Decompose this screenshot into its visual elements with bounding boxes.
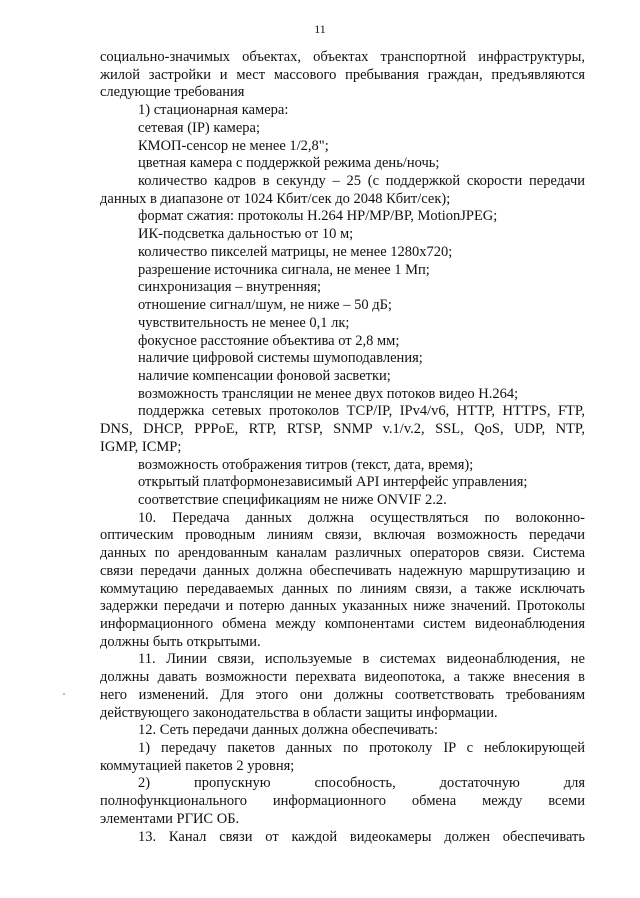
text-line: отношение сигнал/шум, не ниже – 50 дБ; <box>138 297 392 314</box>
text-line: КМОП-сенсор не менее 1/2,8"; <box>138 137 329 154</box>
margin-mark <box>63 693 65 695</box>
text-line: 12. Сеть передачи данных должна обеспечивать: <box>138 722 438 739</box>
text-line: количество пикселей матрицы, не менее 1280x720; <box>138 243 453 260</box>
text-line: DNS, DHCP, PPPoE, RTP, RTSP, SNMP v.1/v.2, SSL, QoS, UDP, NTP, <box>100 421 585 438</box>
text-line: данных по арендованным каналам различных операторов связи. Система <box>100 545 585 562</box>
text-line: 2) пропускную способность, достаточную для <box>138 775 585 792</box>
text-line: наличие компенсации фоновой засветки; <box>138 367 391 384</box>
text-line: данных в диапазоне от 1024 Кбит/сек до 2048 Кбит/сек); <box>100 190 451 207</box>
text-line: 13. Канал связи от каждой видеокамеры должен обеспечивать <box>138 828 585 845</box>
text-line: ИК-подсветка дальностью от 10 м; <box>138 226 354 243</box>
text-line: него изменений. Для этого они должны соответствовать требованиям <box>100 686 585 703</box>
text-line: 1) передачу пакетов данных по протоколу IP с неблокирующей <box>138 740 585 757</box>
text-line: жилой застройки и мест массового пребывания граждан, предъявляются <box>100 66 585 83</box>
text-line: коммутацией пакетов 2 уровня; <box>100 757 295 774</box>
text-line: информационного обмена между компонентами систем видеонаблюдения <box>100 616 585 632</box>
text-line: действующего законодательства в области защиты информации. <box>100 704 498 721</box>
text-line: должны быть открытыми. <box>100 633 261 650</box>
text-line: количество кадров в секунду – 25 (с поддержкой скорости передачи <box>138 173 585 190</box>
text-line: открытый платформонезависимый API интерфейс управления; <box>138 474 528 491</box>
text-line: оптическим проводным линиям связи, включая возможность передачи <box>100 527 585 544</box>
text-line: задержки передачи и потерю данных указанных ниже значений. Протоколы <box>100 598 585 615</box>
text-line: формат сжатия: протоколы H.264 HP/MP/BP, MotionJPEG; <box>138 208 498 225</box>
document-body <box>100 49 585 846</box>
text-line: социально-значимых объектах, объектах транспортной инфраструктуры, <box>100 49 585 65</box>
text-line: синхронизация – внутренняя; <box>138 279 322 296</box>
text-line: соответствие спецификациям не ниже ONVIF 2.2. <box>138 491 447 508</box>
text-line: элементами РГИС ОБ. <box>100 810 240 827</box>
text-line: фокусное расстояние объектива от 2,8 мм; <box>138 332 400 349</box>
page-number: 11 <box>314 22 326 36</box>
text-line: 10. Передача данных должна осуществляться по волоконно- <box>138 509 585 526</box>
text-line: возможность трансляции не менее двух потоков видео H.264; <box>138 385 519 402</box>
text-line: связи передачи данных должна обеспечивать надежную маршрутизацию и <box>100 562 585 579</box>
text-line: полнофункционального информационного обмена между всеми <box>100 793 585 810</box>
text-line: наличие цифровой системы шумоподавления; <box>138 350 423 367</box>
text-line: сетевая (IP) камера; <box>138 119 260 136</box>
text-line: 1) стационарная камера: <box>138 102 289 119</box>
text-line: поддержка сетевых протоколов TCP/IP, IPv4/v6, HTTP, HTTPS, FTP, <box>138 403 585 420</box>
text-line: разрешение источника сигнала, не менее 1 Мп; <box>138 261 430 278</box>
text-line: 11. Линии связи, используемые в системах видеонаблюдения, не <box>138 651 585 668</box>
text-line: должны давать возможности перехвата видеопотока, а также внесения в <box>100 669 585 686</box>
text-line: возможность отображения титров (текст, дата, время); <box>138 456 474 473</box>
text-line: коммутацию передаваемых данных по линиям связи, а также исключать <box>100 580 585 597</box>
text-line: цветная камера с поддержкой режима день/ночь; <box>138 155 440 172</box>
text-line: следующие требования <box>100 84 245 101</box>
text-line: IGMP, ICMP; <box>100 438 182 455</box>
text-line: чувствительность не менее 0,1 лк; <box>138 314 350 331</box>
